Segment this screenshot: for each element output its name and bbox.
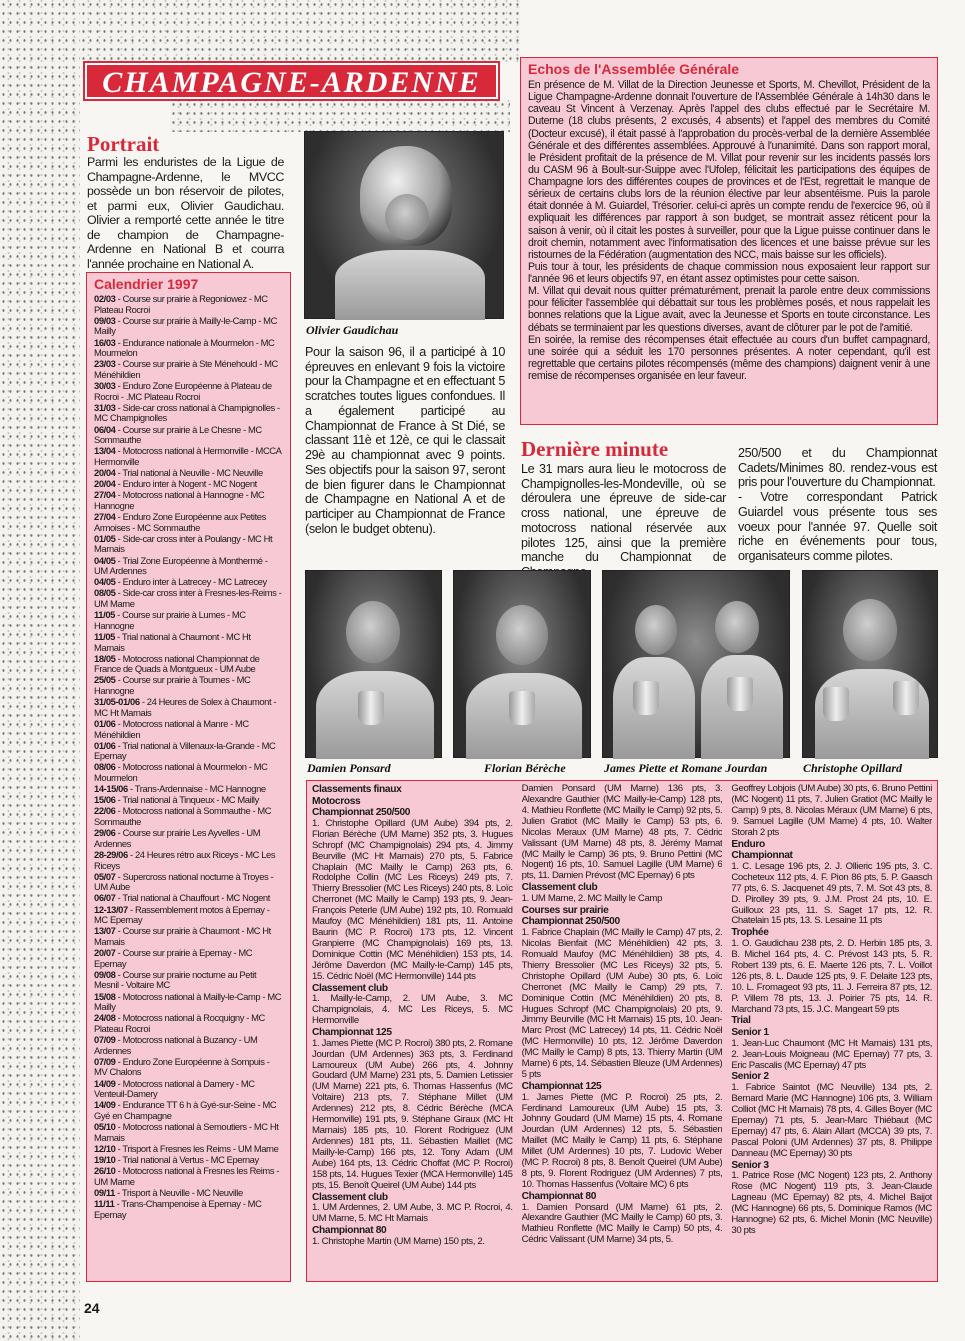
calendar-item-date: 14/09 — [94, 1099, 118, 1111]
echos-text — [528, 79, 930, 382]
calendar-title: Calendrier 1997 — [94, 276, 199, 292]
classement-results: 1. Christophe Martin (UM Marne) 150 pts, 2. — [312, 1235, 485, 1247]
calendar-item-text: - Trans-Champenoise à Epernay - MC Epernay — [94, 1197, 262, 1220]
calendar-item — [94, 1100, 283, 1121]
classement-heading: Senior 3 — [731, 1159, 769, 1171]
calendar-item-text: - Course sur prairie à Ste Ménehould - MC Ménéhildien — [94, 358, 278, 380]
calendar-item-date: 23/03 — [94, 358, 118, 370]
calendar-item-text: - Trial national à Neuville - MC Neuville — [117, 467, 263, 478]
classement-results: Geoffrey Lobjois (UM Aube) 30 pts, 6. Bruno Pettini (MC Nogent) 11 pts, 7. Julien Gratiot (MC Mailly le Camp) 9 pts, 8. Nicolas Méraux (UM Marne) 6 pts, 9. Samuel Lagille (UM Marne) 4 pts, 10. Walter Storah 2 pts — [731, 784, 933, 838]
calendar-item-text: - Motocross national à Buzancy - UM Ardennes — [94, 1034, 258, 1056]
derniere-minute-title: Dernière minute — [521, 437, 669, 461]
calendar-item — [94, 359, 283, 380]
calendar-item — [94, 741, 283, 762]
calendar-item-date: 31/05-01/06 — [94, 696, 142, 708]
classement-heading: Enduro — [731, 838, 765, 850]
calendar-item-text: - Trial national à Chauffourt - MC Nogent — [117, 892, 270, 904]
calendar-item-text: - Course sur prairie Les Ayvelles - UM Ardennes — [94, 827, 261, 849]
calendar-item-date: 08/06 — [94, 761, 118, 773]
caption-olivier-gaudichau: Olivier Gaudichau — [306, 323, 399, 337]
calendar-item-text: - Course sur prairie nocturne au Petit Mesnil - Voltaire MC — [94, 968, 257, 991]
calendar-item-date: 02/03 — [94, 293, 118, 304]
calendar-item-text: - Endurance nationale à Mourmelon - MC Mourmelon — [94, 336, 275, 359]
calendar-item — [94, 697, 283, 718]
calendar-item — [94, 1199, 283, 1220]
photo-damien-ponsard — [305, 570, 442, 758]
calendar-item-date: 05/07 — [94, 870, 118, 882]
calendar-item-date: 19/10 — [94, 1153, 118, 1165]
calendar-item-date: 14/09 — [94, 1077, 118, 1089]
calendar-box — [86, 272, 291, 1282]
classement-results: 1. Fabrice Saintot (MC Neuville) 134 pts, 2. Bernard Marie (MC Hannogne) 106 pts, 3. William Colliot (MC Ht Marnais) 78 pts, 4. Gilles Boyer (MC Epernay) 71 pts, 5. Jean-Marc Thiébaut (MC Epernay) 47 pts, 6. Alain Allart (MCCA) 39 pts, 7. Pascal Poloni (UM Ardennes) 37 pts, 8. Philippe Danneau (MC Epernay) 30 pts — [731, 1082, 933, 1159]
calendar-item-date: 12/10 — [94, 1142, 118, 1154]
calendar-item-date: 18/05 — [94, 652, 118, 664]
caption-christophe-opillard: Christophe Opillard — [803, 761, 903, 775]
calendar-item — [94, 970, 283, 991]
calendar-list — [94, 294, 283, 1220]
calendar-item — [94, 512, 283, 533]
calendar-item-text: - Course sur prairie à Le Chesne - MC Sommauthe — [94, 423, 262, 446]
calendar-item-date: 26/10 — [94, 1165, 118, 1176]
portrait-title: Portrait — [87, 132, 160, 156]
calendar-item-date: 04/05 — [94, 554, 118, 566]
calendar-item-text: - Rassemblement motos à Epernay - MC Epernay — [94, 903, 270, 926]
classement-results: 1. Fabrice Chaplain (MC Mailly le Camp) 47 pts, 2. Nicolas Bienfait (MC Ménéhildien) 42 pts, 3. Romuald Maufoy (MC Ménéhildien) 38 pts, 4. Thierry Bressolier (MC Les Riceys) 32 pts, 5. Christophe Opillard (UM Aube) 30 pts, 6. Loïc Cherronet (MC Mailly le Camp) 29 pts, 7. Dominique Cottin (MC Ménéhildien) 20 pts, 8. Hugues Schropf (MC Champignolais) 20 pts, 9. Jimmy Beurville (MC Ht Marnais) 15 pts, 10. Jean-Marc Prost (MC Latrecey) 14 pts, 11. Cédric Noël (MC Hermonville) 10 pts, 12. Jérôme Daverdon (MC Mailly le Camp) 8 pts, 13. Thierry Martin (UM Marne) 6 pts, 14. Sébastien Bleuze (UM Ardennes) 5 pts — [521, 927, 723, 1081]
calendar-item-text: - 24 Heures rétro aux Riceys - MC Les Riceys — [94, 848, 276, 871]
calendar-item-text: - Course sur prairie à Chaumont - MC Ht Marnais — [94, 925, 271, 947]
calendar-item — [94, 316, 283, 337]
calendar-item-text: - Motocross national à Manre - MC Ménéhildien — [94, 717, 249, 740]
calendar-item-date: 28-29/06 — [94, 848, 131, 860]
calendar-item — [94, 806, 283, 827]
calendar-item — [94, 1057, 283, 1078]
calendar-item-text: - Supercross national nocturne à Troyes - UM Aube — [94, 870, 274, 893]
calendar-item — [94, 381, 283, 402]
calendar-item-date: 27/04 — [94, 489, 118, 501]
calendar-item-text: - Trans-Ardennaise - MC Hannogne — [130, 783, 266, 795]
calendar-item-date: 29/06 — [94, 827, 118, 839]
calendar-item-text: - Enduro inter à Latrecey - MC Latrecey — [117, 576, 267, 588]
echos-paragraph: En présence de M. Villat de la Direction Jeunesse et Sports, M. Chevillot, Président de la Ligue Champagne-Ardenne donnait l'ouverture de l'Assemblée Générale à 14h30 dans le caveau St Vincent à Verzenay. Après l'appel des clubs effectué par le Secrétaire M. Duterne (18 clubs présents, 2 excusés, 4 absents) et l'appel des membres du Comité (Docteur excusé), il était passé à l'approbation du procès-verbal de la dernière Assemblée Générale et des différentes assemblées. Approuvé à l'unanimité. Dans son rapport moral, le Président profitait de la présence de M. Villat pour revenir sur les incidents passés lors du CASM 96 à Boult-sur-Suippe avec l'Ufolep, félicitait les participations des équipes de Champagne lors des différentes coupes de provinces et de l'Est, regrettait le manque de sérieux de certains clubs lors de la réunion élective par leur absentéisme. Puis la parole était donnée à M. Guiardel, Trésorier. celui-ci après un compte rendu de l'exercice 96, où il expliquait les différences par rapport à son budget, se montrait assez réticent pour la saison à venir, où il citait les postes à surveiller, pour que la Ligue puisse continuer dans le droit chemin, notamment avec l'informatisation des licences et une baisse prévue sur les ristournes de la Fédération (augmentation des NCC, mais baisse sur les officiels). — [528, 79, 930, 261]
calendar-item — [94, 556, 283, 577]
calendar-item-date: 25/05 — [94, 674, 118, 686]
classement-heading: Championnat 80 — [312, 1225, 387, 1237]
calendar-item-text: - Enduro inter à Nogent - MC Nogent — [117, 478, 257, 490]
calendar-item-text: - Motocross national à Mourmelon - MC Mourmelon — [94, 761, 268, 783]
classement-results: Damien Ponsard (UM Marne) 136 pts, 3. Alexandre Gauthier (MC Mailly-le-Camp) 128 pts, 4. Mathieu Ronflette (MC Mailly le Camp) 92 pts, 5. Julien Gratiot (MC Mailly le Camp) 53 pts, 6. Nicolas Meraux (UM Marne) 48 pts, 7. Cédric Valissant (UM Marne) 48 pts, 8. Jérémy Marnat (MC Mailly le Camp) 36 pts, 9. Bruno Pettini (MC Nogent) 16 pts, 10. Samuel Lagille (UM Marne) 6 pts, 11. Damien Prévost (MC Epernay) 6 pts — [521, 784, 723, 882]
calendar-item — [94, 1035, 283, 1056]
derniere-minute-paragraph: 250/500 et du Championnat Cadets/Minimes 80. rendez-vous est pris pour l'ouverture du Championnat. — [738, 446, 937, 490]
caption-damien-ponsard: Damien Ponsard — [307, 761, 391, 775]
calendar-item — [94, 403, 283, 424]
classement-results: 1. UM Ardennes, 2. UM Aube, 3. MC P. Rocroi, 4. UM Marne, 5. MC Ht Marnais — [312, 1202, 513, 1225]
calendar-item-date: 24/08 — [94, 1012, 118, 1024]
calendar-item-date: 15/08 — [94, 990, 118, 1002]
calendar-item-date: 20/07 — [94, 947, 118, 958]
calendar-item-text: - Motocross national à Hermonville - MCCA Hermonville — [94, 445, 282, 467]
calendar-item-date: 22/06 — [94, 805, 118, 817]
speckle-border-top — [80, 0, 520, 62]
speckle-border-left — [0, 0, 80, 1341]
calendar-item — [94, 948, 283, 969]
calendar-item — [94, 850, 283, 871]
calendar-item-date: 09/08 — [94, 968, 118, 980]
classement-heading: Championnat 125 — [521, 1081, 602, 1092]
calendar-item-text: - Motocross national à Mailly-le-Camp - MC Mailly — [94, 990, 282, 1013]
calendar-item-date: 05/10 — [94, 1121, 118, 1132]
classement-results: 1. Christophe Opillard (UM Aube) 394 pts, 2. Florian Bérèche (UM Marne) 352 pts, 3. Hugues Schropf (MC Champignolais) 294 pts, 4. Jimmy Beurville (MC Ht Marnais) 270 pts, 5. Fabrice Chaplain (MC Mailly le Camp) 263 pts, 6. Rodolphe Collin (MC Les Riceys) 249 pts, 7. Thierry Bressolier (MC Les Riceys) 240 pts, 8. Loïc Cherronet (MC Mailly le Camp) 193 pts, 9. Jean-François Peterle (UM Aube) 192 pts, 10. Romuald Maufoy (MC Ménéhildien) 181 pts, 11. Antoine Baurin (MC P. Rocroi) 173 pts, 12. Vincent Granpierre (MC Champignolais) 169 pts, 13. Dominique Cottin (MC Ménéhildien) 153 pts, 14. Jérôme Daverdon (MC Mailly-le-Camp) 145 pts, 15. Cédric Noël (MC Hermonville) 144 pts — [312, 817, 513, 982]
calendar-item — [94, 872, 283, 893]
classement-results: 1. Jean-Luc Chaumont (MC Ht Marnais) 131 pts, 2. Jean-Louis Moigneau (MC Epernay) 77 pts, 3. Eric Pascalis (MC Epernay) 47 pts — [731, 1037, 933, 1071]
calendar-item — [94, 762, 283, 783]
region-banner: CHAMPAGNE-ARDENNE — [85, 63, 498, 99]
classement-results: 1. Mailly-le-Camp, 2. UM Aube, 3. MC Champignolais, 4. MC Les Riceys, 5. MC Hermonville — [312, 993, 513, 1027]
calendar-item-date: 04/05 — [94, 576, 118, 588]
calendar-item — [94, 468, 283, 479]
calendar-item — [94, 1188, 283, 1199]
classement-heading: Trial — [731, 1015, 751, 1027]
classement-heading: Classement club — [312, 1191, 388, 1203]
calendar-item-date: 13/04 — [94, 445, 118, 457]
calendar-item-text: - Trisport à Neuville - MC Neuville — [117, 1186, 243, 1198]
classements-column-3 — [731, 784, 932, 1278]
classement-heading: Trophée — [731, 927, 769, 939]
calendar-item-text: - Trisport à Fresnes les Reims - UM Marne — [117, 1142, 279, 1154]
classement-heading: Championnat 125 — [312, 1027, 392, 1039]
calendar-item-text: - Course sur prairie à Lumes - MC Hannogne — [94, 609, 246, 631]
calendar-item-text: - Course sur prairie à Tournes - MC Hannogne — [94, 674, 251, 696]
calendar-item-text: - Trial national à Chaumont - MC Ht Marnais — [94, 630, 251, 653]
calendar-item-text: - Trial national à Tinqueux - MC Mailly — [117, 794, 259, 806]
echos-paragraph: Puis tour à tour, les présidents de chaque commission nous exposaient leur rapport sur l'année 96 et leurs objectifs 97, en étant assez optimistes pour cette saison. — [528, 260, 930, 285]
classement-heading: Classement club — [312, 982, 388, 994]
calendar-item — [94, 992, 283, 1013]
calendar-item-text: - Enduro Zone Européenne à Plateau de Rocroi - .MC Plateau Rocroi — [94, 380, 272, 402]
calendar-item — [94, 534, 283, 555]
calendar-item — [94, 479, 283, 490]
derniere-minute-text-1: Le 31 mars aura lieu le motocross de Champignolles-les-Mondeville, où se déroulera une épreuve de side-car cross national, une épreuve de motocross national réservée aux pilotes 125, ainsi que la première manche du Championnat de — [521, 462, 726, 565]
calendar-item — [94, 926, 283, 947]
calendar-item-date: 01/05 — [94, 532, 118, 544]
calendar-item-date: 01/06 — [94, 739, 118, 751]
calendar-item-text: - Enduro Zone Européenne à Sompuis - MV Chalons — [94, 1055, 270, 1078]
calendar-item — [94, 784, 283, 795]
calendar-item — [94, 828, 283, 849]
calendar-item-date: 14-15/06 — [94, 783, 131, 795]
calendar-item — [94, 1013, 283, 1034]
calendar-item-text: - Side-car cross inter à Fresnes-les-Reims - UM Marne — [94, 587, 282, 609]
calendar-item — [94, 490, 283, 511]
calendar-item-text: - Motocross national à Hannogne - MC Hannogne — [94, 489, 265, 511]
portrait-text: Parmi les enduristes de la Ligue de Champagne-Ardenne, le MVCC possède un bon réservoir de pilotes, et parmi eux, Olivier Gaudichau. Olivier a remporté cette année le titre de champion de Champagne-Ardenne en National B et courra l'année prochaine en National A. — [87, 155, 284, 271]
echos-paragraph: M. Villat qui devait nous quitter prématurément, prenait la parole entre deux commissions pour féliciter l'assemblée qui débattait sur tous les problèmes posés, et nous rappelait les bonnes relations que la Ligue avait, avec la Jeunesse et Sports en toute circonstance. Les débats se terminaient par les questions diverses, avant de clôturer par le pot de l'amitié. — [528, 285, 930, 334]
calendar-item — [94, 675, 283, 696]
calendar-item-text: - Motocross national à Rocquigny - MC Plateau Rocroi — [94, 1012, 265, 1034]
classement-results: 1. Damien Ponsard (UM Marne) 61 pts, 2. Alexandre Gauthier (MC Mailly le Camp) 60 pts, 3. Mathieu Ronflette (MC Mailly le Camp) 50 pts, 4. Cédric Valissant (UM Marne) 34 pts, 5. — [521, 1201, 723, 1246]
classement-heading: Championnat 80 — [521, 1190, 597, 1202]
classement-heading: Classement club — [521, 882, 598, 894]
calendar-item-date: 20/04 — [94, 478, 118, 490]
classement-results: 1. James Piette (MC P. Rocroi) 380 pts, 2. Romane Jourdan (UM Ardennes) 363 pts, 3. Ferdinand Lamoureux (UM Aube) 266 pts, 4. Johnny Goudard (UM Marne) 231 pts, 5. Damien Letissier (UM Marne) 221 pts, 6. Thomas Hassenfus (MC Voltaire) 213 pts, 7. Stéphane Millet (UM Ardennes) 212 pts, 8. Cédric Bérèche (MCA Hermonville) 191 pts, 9. Stéphane Giraux (MC Ht Marnais) 185 pts, 10. Florent Rodriguez (UM Ardennes) 181 pts, 11. Sébastien Maillet (MC Mailly-le-Camp) 166 pts, 12. Tony Adam (UM Aube) 164 pts, 13. Cédric Choffat (MC P. Rocroi) 158 pts, 14. Hugues Texier (MCA Hermonville) 145 pts, 15. Benoît Queirel (UM Aube) 144 pts — [312, 1037, 513, 1191]
calendar-item — [94, 632, 283, 653]
calendar-item-text: - Enduro Zone Européenne aux Petites Armoises - MC Sommauthe — [94, 511, 266, 533]
calendar-item-date: 06/04 — [94, 423, 118, 435]
calendar-item-date: 11/05 — [94, 609, 118, 621]
calendar-item — [94, 1122, 283, 1143]
derniere-minute-paragraph: - Votre correspondant Patrick Guiardel vous présente tous ses voeux pour l'année 97. Quelle soit riche en événements pour tous, organisateurs comme pilotes. — [738, 490, 937, 564]
photo-olivier-gaudichau — [304, 131, 504, 319]
calendar-item — [94, 294, 283, 315]
classement-results: 1. Patrice Rose (MC Nogent) 123 pts, 2. Anthony Rose (MC Nogent) 119 pts, 3. Jean-Claude Lagneau (MC Epernay) 82 pts, 4. Michel Baijot (MC Hannogne) 66 pts, 5. Dominique Ramos (MC Hannogne) 62 pts, 6. Michel Monin (MC Neuville) 30 pts — [731, 1170, 933, 1236]
echos-title: Echos de l'Assemblée Générale — [528, 61, 740, 77]
calendar-item-date: 16/03 — [94, 336, 118, 348]
calendar-item — [94, 654, 283, 675]
calendar-item-date: 13/07 — [94, 925, 118, 937]
classements-box — [306, 780, 938, 1282]
photo-florian-bereche — [453, 570, 591, 758]
classements-column-2 — [522, 784, 723, 1278]
calendar-item — [94, 719, 283, 740]
classement-results: 1. UM Marne, 2. MC Mailly le Camp — [521, 892, 663, 904]
classement-results: 1. James Piette (MC P. Rocroi) 25 pts, 2. Ferdinand Lamoureux (UM Aube) 15 pts, 3. Johnny Goudard (UM Marne) 15 pts, 4. Romane Jourdan (UM Ardennes) 12 pts, 5. Sébastien Maillet (MC Mailly le Camp) 11 pts, 6. Stéphane Millet (UM Ardennes) 10 pts, 7. Ludovic Weber (MC P. Rocroi) 8 pts, 8. Benoît Queirel (UM Aube) 8 pts, 9. Florent Rodriguez (UM Ardennes) 7 pts, 10. Thomas Hassenfus (Voltaire MC) 6 pts — [521, 1091, 723, 1190]
calendar-item-date: 06/07 — [94, 892, 118, 904]
derniere-minute-text-2 — [738, 446, 937, 564]
calendar-item-text: - 24 Heures de Solex à Chaumont - MC Ht Marnais — [94, 696, 277, 718]
classement-heading: Championnat 250/500 — [312, 807, 411, 819]
calendar-item-text: - Motocross national à Fresnes les Reims - UM Marne — [94, 1165, 280, 1187]
calendar-item — [94, 1166, 283, 1187]
calendar-item — [94, 1155, 283, 1166]
classement-heading: Courses sur prairie — [521, 904, 609, 916]
calendar-item-text: - Trial Zone Européenne à Monthermé - UM Ardennes — [94, 554, 268, 577]
calendar-item-text: - Motocross national à Semoutiers - MC Ht Marnais — [94, 1121, 279, 1143]
calendar-item — [94, 338, 283, 359]
calendar-item-date: 11/11 — [94, 1197, 117, 1209]
calendar-item-date: 08/05 — [94, 587, 118, 599]
classement-heading: Championnat — [731, 850, 793, 862]
calendar-item-date: 15/06 — [94, 794, 118, 806]
calendar-item-text: - Motocross national à Damery - MC Venteuil-Damery — [94, 1077, 255, 1100]
classements-column-1 — [312, 784, 513, 1278]
calendar-item-text: - Motocross national Championnat de France de Quads à Montgueux - UM Aube — [94, 652, 260, 675]
calendar-item-date: 07/09 — [94, 1055, 118, 1067]
echos-paragraph: En soirée, la remise des récompenses était effectuée au cours d'un buffet campagnard, une soirée qui a séduit les 170 personnes présentes. A noter cependant, qu'il est regrettable que certains pilotes récompensés (même des champions) daignent venir à une remise de récompenses organisée en leur faveur. — [528, 333, 930, 382]
classement-heading: Classements finaux — [312, 784, 402, 795]
calendar-item-date: 27/04 — [94, 511, 118, 522]
calendar-item — [94, 588, 283, 609]
calendar-item-date: 30/03 — [94, 380, 118, 391]
calendar-item — [94, 446, 283, 467]
calendar-item-text: - Endurance TT 6 h à Gyé-sur-Seine - MC Gyé en Champagne — [94, 1099, 277, 1121]
calendar-item-text: - Trial national à Vertus - MC Epernay — [117, 1153, 259, 1165]
classement-heading: Senior 2 — [731, 1071, 769, 1083]
calendar-item-date: 09/11 — [94, 1186, 118, 1198]
photo-christophe-opillard — [802, 570, 938, 758]
calendar-item — [94, 577, 283, 588]
calendar-item — [94, 905, 283, 926]
calendar-item-date: 12-13/07 — [94, 903, 131, 915]
calendar-item-text: - Course sur prairie à Epernay - MC Epernay — [94, 947, 253, 969]
classement-results: 1. C. Lesage 196 pts, 2. J. Ollieric 195 pts, 3. C. Cocheteux 112 pts, 4. F. Pion 86 pts, 5. P. Gaasch 77 pts, 6. S. Jacquenet 49 pts, 7. M. Sot 43 pts, 8. D. Pirolley 39 pts, 9. J.M. Prost 24 pts, 10. E. Guilloux 23 pts, 11. S. Saget 17 pts, 12. R. Chatelain 15 pts, 13. S. Lesaine 11 pts — [731, 860, 933, 927]
classement-heading: Motocross — [312, 795, 361, 807]
echos-box — [520, 57, 938, 425]
classement-results: 1. O. Gaudichau 238 pts, 2. D. Herbin 185 pts, 3. B. Michel 164 pts, 4. C. Prévost 143 pts, 5. R. Robert 139 pts, 6. E. Maerte 126 pts, 7. L. Voillot 126 pts, 8. L. Daude 125 pts, 9. F. Delaite 123 pts, 10. L. Fromageot 93 pts, 11. J. Ferreira 87 pts, 12. P. Villem 78 pts, 13. J. Poirier 75 pts, 14. R. Marchand 73 pts, 15. J.C. Mangeart 59 pts — [731, 938, 933, 1015]
calendar-item — [94, 1079, 283, 1100]
calendar-item-date: 07/09 — [94, 1034, 118, 1045]
caption-james-piette-romane-jourdan: James Piette et Romane Jourdan — [604, 761, 768, 775]
calendar-item — [94, 425, 283, 446]
calendar-item-text: - Side-car cross inter à Poulangy - MC Ht Marnais — [94, 532, 273, 555]
calendar-item-text: - Course sur prairie à Regoniowez - MC Plateau Rocroi — [94, 293, 268, 315]
calendar-item — [94, 610, 283, 631]
calendar-item-date: 01/06 — [94, 717, 118, 729]
speckle-border-under-banner — [170, 100, 510, 132]
gaudichau-text: Pour la saison 96, il a participé à 10 épreuves en enlevant 9 fois la victoire pour la Champagne et en effectuant 5 scratches toutes ligues confondues. Il a également participé au Championnat de France à St Dié, se classant 11è et 12è, ce qui le classait 29è au championnat avec 9 points. Ses objectifs pour la saison 97, seront de bien figurer dans le Championnat de Champagne en National A et de participer au Championnat de France (selon le budget obtenu). — [305, 345, 505, 536]
classement-heading: Championnat 250/500 — [521, 916, 620, 928]
caption-florian-bereche: Florian Bérèche — [484, 761, 566, 775]
calendar-item — [94, 893, 283, 904]
calendar-item-date: 11/05 — [94, 630, 118, 642]
calendar-item-date: 09/03 — [94, 314, 118, 326]
calendar-item-text: - Course sur prairie à Mailly-le-Camp - MC Mailly — [94, 314, 277, 337]
calendar-item-text: - Side-car cross national à Champignolles - MC Champignolles — [94, 401, 280, 424]
page-number: 24 — [84, 1300, 100, 1316]
calendar-item-text: - Motocross national à Sommauthe - MC Sommauthe — [94, 805, 272, 827]
calendar-item-date: 31/03 — [94, 401, 118, 413]
photo-james-piette-romane-jourdan — [602, 570, 790, 758]
calendar-item — [94, 795, 283, 806]
calendar-item-date: 20/04 — [94, 467, 118, 478]
calendar-item — [94, 1144, 283, 1155]
calendar-item-text: - Trial national à Villenaux-la-Grande - MC Epernay — [94, 739, 276, 762]
classement-heading: Senior 1 — [731, 1027, 769, 1039]
